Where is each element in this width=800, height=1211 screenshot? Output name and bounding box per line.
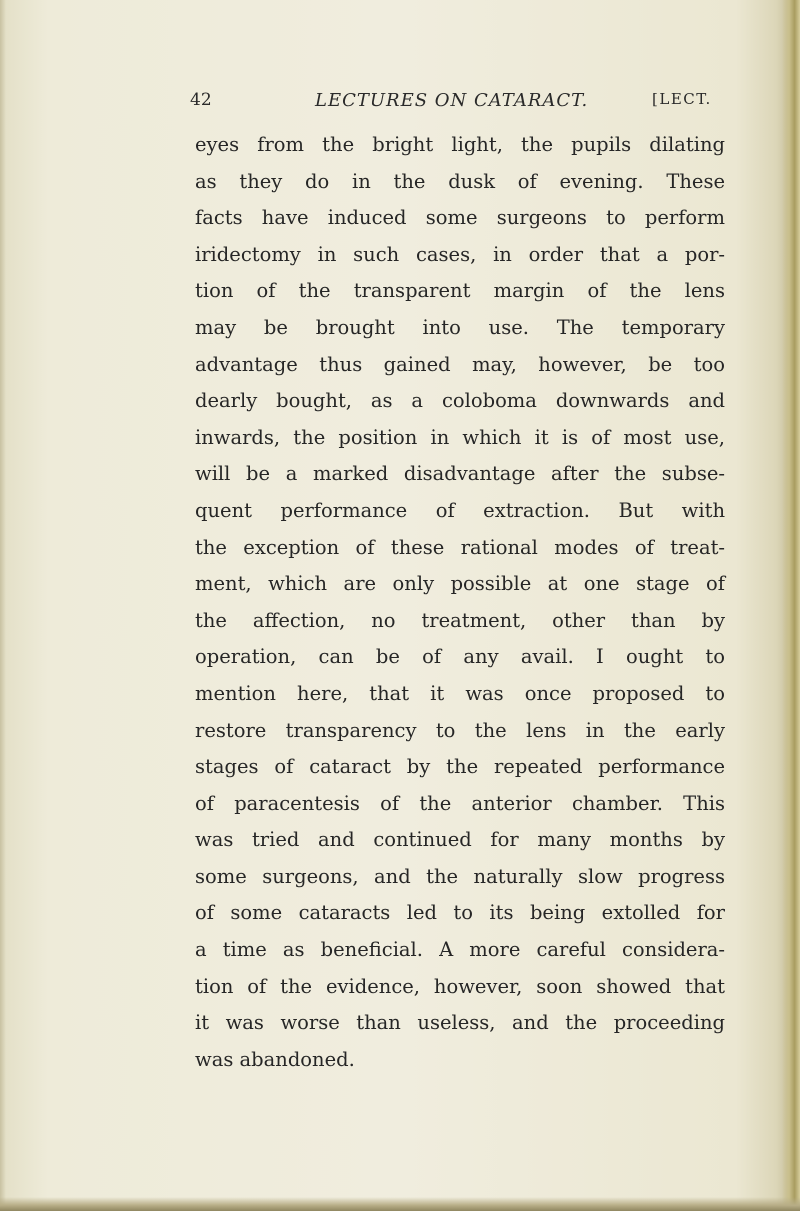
page-left-shadow [0, 0, 6, 1211]
text-line: may be brought into use. The temporary [195, 315, 725, 339]
text-line: was tried and continued for many months by [195, 828, 725, 852]
text-line: ment, which are only possible at one stage of [195, 572, 725, 596]
text-line: was abandoned. [195, 1047, 355, 1071]
text-line: quent performance of extraction. But with [195, 498, 725, 522]
running-title: LECTURES ON CATARACT. [315, 90, 589, 111]
text-line: iridectomy in such cases, in order that a por- [195, 242, 725, 266]
text-line: of paracentesis of the anterior chamber. This [195, 791, 725, 815]
text-line: stages of cataract by the repeated performance [195, 755, 725, 779]
page-bottom-edge [0, 1197, 800, 1211]
text-line: some surgeons, and the naturally slow progress [195, 864, 725, 888]
text-line: as they do in the dusk of evening. These [195, 169, 725, 193]
running-header [0, 90, 800, 114]
text-line: advantage thus gained may, however, be too [195, 352, 725, 376]
text-line: a time as beneficial. A more careful considera- [195, 938, 725, 962]
section-mark: [LECT. [652, 90, 712, 108]
text-line: inwards, the position in which it is of most use, [195, 425, 725, 449]
page-number: 42 [190, 90, 212, 110]
text-line: restore transparency to the lens in the early [195, 718, 725, 742]
text-line: it was worse than useless, and the proceeding [195, 1011, 725, 1035]
text-line: facts have induced some surgeons to perform [195, 206, 725, 230]
text-line: eyes from the bright light, the pupils dilating [195, 133, 725, 156]
text-line: operation, can be of any avail. I ought to [195, 645, 725, 669]
text-line: the exception of these rational modes of treat- [195, 535, 725, 559]
text-line: the affection, no treatment, other than by [195, 608, 725, 632]
text-line: tion of the evidence, however, soon showed that [195, 974, 725, 998]
page-right-edge [782, 0, 800, 1211]
text-line: mention here, that it was once proposed to [195, 681, 725, 705]
body-text [195, 127, 725, 1078]
text-line: tion of the transparent margin of the lens [195, 279, 725, 303]
text-line: will be a marked disadvantage after the subse- [195, 462, 725, 486]
text-line: dearly bought, as a coloboma downwards and [195, 389, 725, 413]
text-line: of some cataracts led to its being extolled for [195, 901, 725, 925]
